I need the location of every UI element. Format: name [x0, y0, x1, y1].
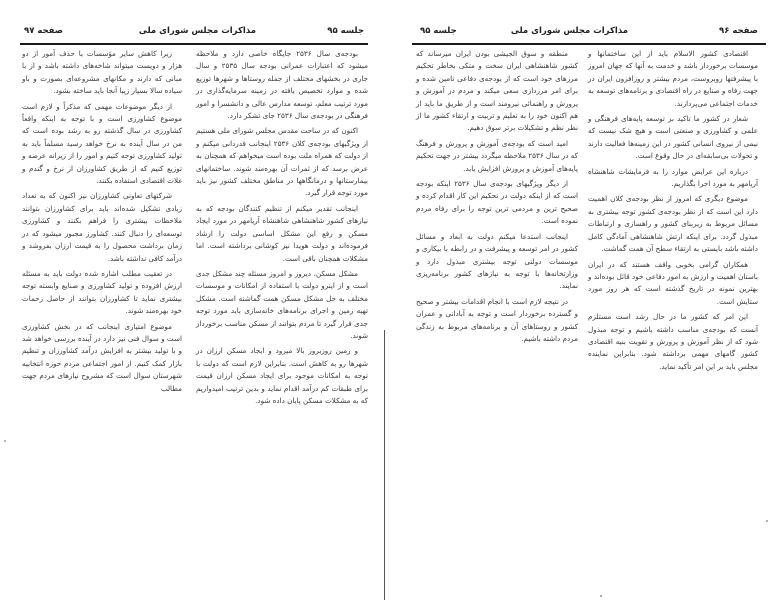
paragraph: زیرا کاهش سایر مؤسسات با حذف آمور از دو هزار و دویست میتواند شاخه‌های داشته باشد و از با مبانی که دارند و مکانهای مشروعه‌ای بصورت و باو سیاده سالا بسیار زیبا آنجا باید ساخته بشود. [22, 49, 182, 96]
paragraph: اینجانب تقدیر میکنم از تنظیم کنندگان بودجه که به نیازهای کشور شاهنشاهی شاهنشاه آریامهر در مورد ایجاد مسکن و رفع این مشکل اساسی دولت را ارشاد فرموده‌اند و دولت هویدا نیز کوشانی برداشته است. اما مشکلات همچنان باقی است. [196, 203, 368, 263]
paragraph: در نتیجه لازم است با انجام اقدامات بیشتر و صحیح و گسترده برخوردار است و توجه به آبادانی و عمران کشور و روستاهای آن و برنامه‌های مربوط به زندگی مردم داشته باشیم. [416, 296, 578, 343]
paragraph: همکاران گرامی بخوبی واقف هستند که در ایران باستان اهمیت و ارزش به امور دفاعی خود قائل بوده‌اند و بهترین نمونه در تاریخ گذشته است که هر روز مورد ستایش است. [588, 259, 758, 306]
left-page [0, 0, 380, 600]
left-page-column-right [196, 48, 368, 410]
page-gutter-line [384, 330, 385, 600]
paragraph: اینجانب استدعا میکنم دولت به ابعاد و مسائل کشور در امر توسعه و پیشرفت و در رابطه با بیکاری و موسسات دولتی توجه بیشتری مبذول دارد و وزارتخانه‌ها با توجه به نیازهای کشور برنامه‌ریزی نمایند. [416, 231, 578, 291]
left-page-column-left [22, 48, 182, 398]
left-page-header [20, 26, 368, 40]
paragraph: موضوع دیگری که امروز از نظر بودجه‌ی کلان اهمیت دارد این است که از نظر بودجه‌ی کشور توجه بیشتری به مسائل مربوط به زیربنای کشور و راهسازی و ارتباطات مبذول گردد. برای اینکه ارتش شاهنشاهی آمادگی کامل داشته باشد بایستی به ارتقاء سطح آن همت گماشت. [588, 194, 758, 254]
right-page-column-left [416, 48, 578, 348]
paragraph: اکنون که در ساحت مقدس مجلس شورای ملی هستیم از ویژگیهای بودجه‌ی کلان ۲۵۳۶ اینجانب قدردانی میکنم و از دولت که همراه ملت بوده است میخواهم که همچنان به عرض برسد که از ثمرات آن بهره‌مند شوند. ساختمانهای بیمارستانها و درمانگاهها در مناطق مختلف کشور نیز باید مورد توجه قرار گیرد. [196, 126, 368, 198]
scan-speck [600, 595, 602, 597]
right-page-column-right [588, 48, 758, 376]
paragraph: شرکتهای تعاونی کشاورزان نیز اکنون که به تعداد زیادی تشکیل شده‌اند باید برای کشاورزان بتوانند ملاحظات بیشتری را فراهم بکنند و کشاورزی توسعه‌ای را دنبال کنند. کشاورز مجبور میشود که در زمان برداشت محصول را به قیمت ارزان بفروشد و درآمد کافی نداشته باشد. [22, 191, 182, 263]
paragraph: اقتصادی کشور الاسلام باید از این ساختمانها و موسسات برخوردار باشد و خدمت به آنها که جهان امروز با پیشرفتها روبروست، مردم بیشتر و روزافزون ایران در جهت رفاه و صنایع در راه اقتصادی و برنامه‌های توسعه به خدمات اجتماعی می‌پردازند. [588, 49, 758, 108]
scan-speck [766, 520, 768, 522]
left-page-header-rule [20, 43, 368, 45]
paragraph: بودجه‌ی سال ۲۵۳۶ جایگاه خاصی دارد و ملاحظه میشود که اعتبارات عمرانی بودجه سال ۲۵۳۵ و سال جاری در بخشهای مختلف از جمله روستاها و شهرها توزیع شده و موارد تخصیص یافته در زمینه سرمایه‌گذاری در مورد ترتیب معلم، توسعه مدارس عالی و دانشسرا و امور فرهنگی در بودجه‌ی سال ۲۵۳۶ جای تشکر دارد. [196, 49, 368, 121]
paragraph: این امر که کشور ما در حال رشد است مستلزم آنست که بودجه‌ی مناسب داشته باشیم و توجه مبذول شود که از نظر آموزش و پرورش و تقویت بنیه اقتصادی کشور گامهای مهمی برداشته شود. بنابراین نماینده مجلس باید بر این امر تأکید نماید. [588, 312, 758, 371]
right-page [392, 0, 772, 600]
paragraph: و زمین روزبروز بالا میرود و ایجاد مسکن ارزان در شهرها رو به کاهش است. بنابراین لازم است که دولت با توجه به امکانات موجود برای ایجاد مسکن ارزان قیمت برای طبقات کم درآمد اقدام نماید و بدین ترتیب امیدواریم که به مشکلات مسکن پایان داده شود. [196, 346, 368, 405]
paragraph: در تعقیب مطلب اشاره شده دولت باید به مسئله ارزش افزوده و تولید کشاورزی و صنایع وابسته توجه بیشتری نماید تا کشاورزان بتوانند از حاصل زحمات خود بهره‌مند شوند. [22, 268, 182, 316]
left-page-title: مذاکرات مجلس شورای ملی [138, 26, 256, 36]
paragraph: درباره این عرایض موارد را به فرمایشات شاهنشاه آریامهر به مورد اجرا بگذاریم. [588, 166, 758, 189]
paragraph: از دیگر موضوعات مهمی که مذکراً و لازم است موضوع کشاورزی است و با توجه به اینکه واقعاً کشاورزی در سال گذشته رو به رشد بوده است که من در سال آینده به نرخ خواهد رسید مسلماً باید به تولید کشاورزی توجه کنیم و امور را از زیرانه عرضه و توزیع کنیم که از طریق کشاورزان از نرخ و گندم و غلات اقتصادی استفاده بکنند. [22, 101, 182, 186]
paragraph: موضوع امتیازی اینجانب که در بخش کشاورزی است و سوال فنی نیز دارد در آینده بررسی خواهد شد و با تولید بیشتر به افزایش درآمد کشاورزان و تنظیم بازار کمک کنیم. از امور اجتماعی مردم حوزه انتخابیه شهرستان سوال است که مشروح نیازهای مردم جهت مطالب [22, 321, 182, 393]
paragraph: از دیگر ویژگیهای بودجه‌ی سال ۲۵۳۶ اینکه بودجه است که از اینکه دولت در تحکیم این کار اقدام کرده و صحیح ترین و مردمی ترین توجه را برای رفاه مردم نموده است. [416, 179, 578, 226]
left-page-session-label: جلسه ۹۵ [327, 26, 364, 36]
paragraph: امید است که بودجه‌ی آموزش و پرورش و فرهنگ که در سال ۲۵۳۶ ملاحظه میگردد بیشتر در جهت تحکیم پایه‌های آموزش و پرورش افزایش یابد. [416, 138, 578, 173]
right-page-header-rule [412, 43, 766, 45]
right-page-title: مذاکرات مجلس شورای ملی [510, 26, 628, 36]
right-page-number: صفحه ۹۶ [719, 26, 758, 36]
right-page-session-label: جلسه ۹۵ [420, 26, 457, 36]
scan-speck [4, 440, 6, 442]
paragraph: منطقه و سوق الجیشی بودن ایران میرساند که کشور شاهنشاهی ایران سخت و متکی بخاطر تحکیم مرزهای خود است که از بودجه‌ی دفاعی تامین شده و برای امر مرزداری سعی میکند و مردم در آموزش و پرورش و راهنمائی نیرومند است و از طریق ما باید از هم اکنون خود را به تعلیم و تربیت و ارتقاء کشور ما از نظر نظم و تشکیلات برتر سوق دهیم. [416, 49, 578, 133]
paragraph: شعار در کشور ما تاکید بر توسعه پایه‌های فرهنگی و علمی و کشاورزی و صنعتی است و هیچ شک نیست که نیمی از نیروی انسانی کشور در این زمینه‌ها فعالیت دارند و تحولات بی‌سابقه‌ای در حال وقوع است. [588, 114, 758, 161]
paragraph: مشکل مسکن، دیروز و امروز مسئله چند مشکل جدی است و از اینرو دولت با استفاده از امکانات و موسسات مختلف به حل مشکل مسکن همت گماشته است. مشکل تهیه زمین و اجرای برنامه‌های خانه‌سازی باید مورد توجه جدی قرار گیرد تا مردم بتوانند از مسکن مناسب برخوردار شوند. [196, 268, 368, 340]
left-page-number: صفحه ۹۷ [24, 26, 63, 36]
right-page-header [412, 26, 762, 40]
